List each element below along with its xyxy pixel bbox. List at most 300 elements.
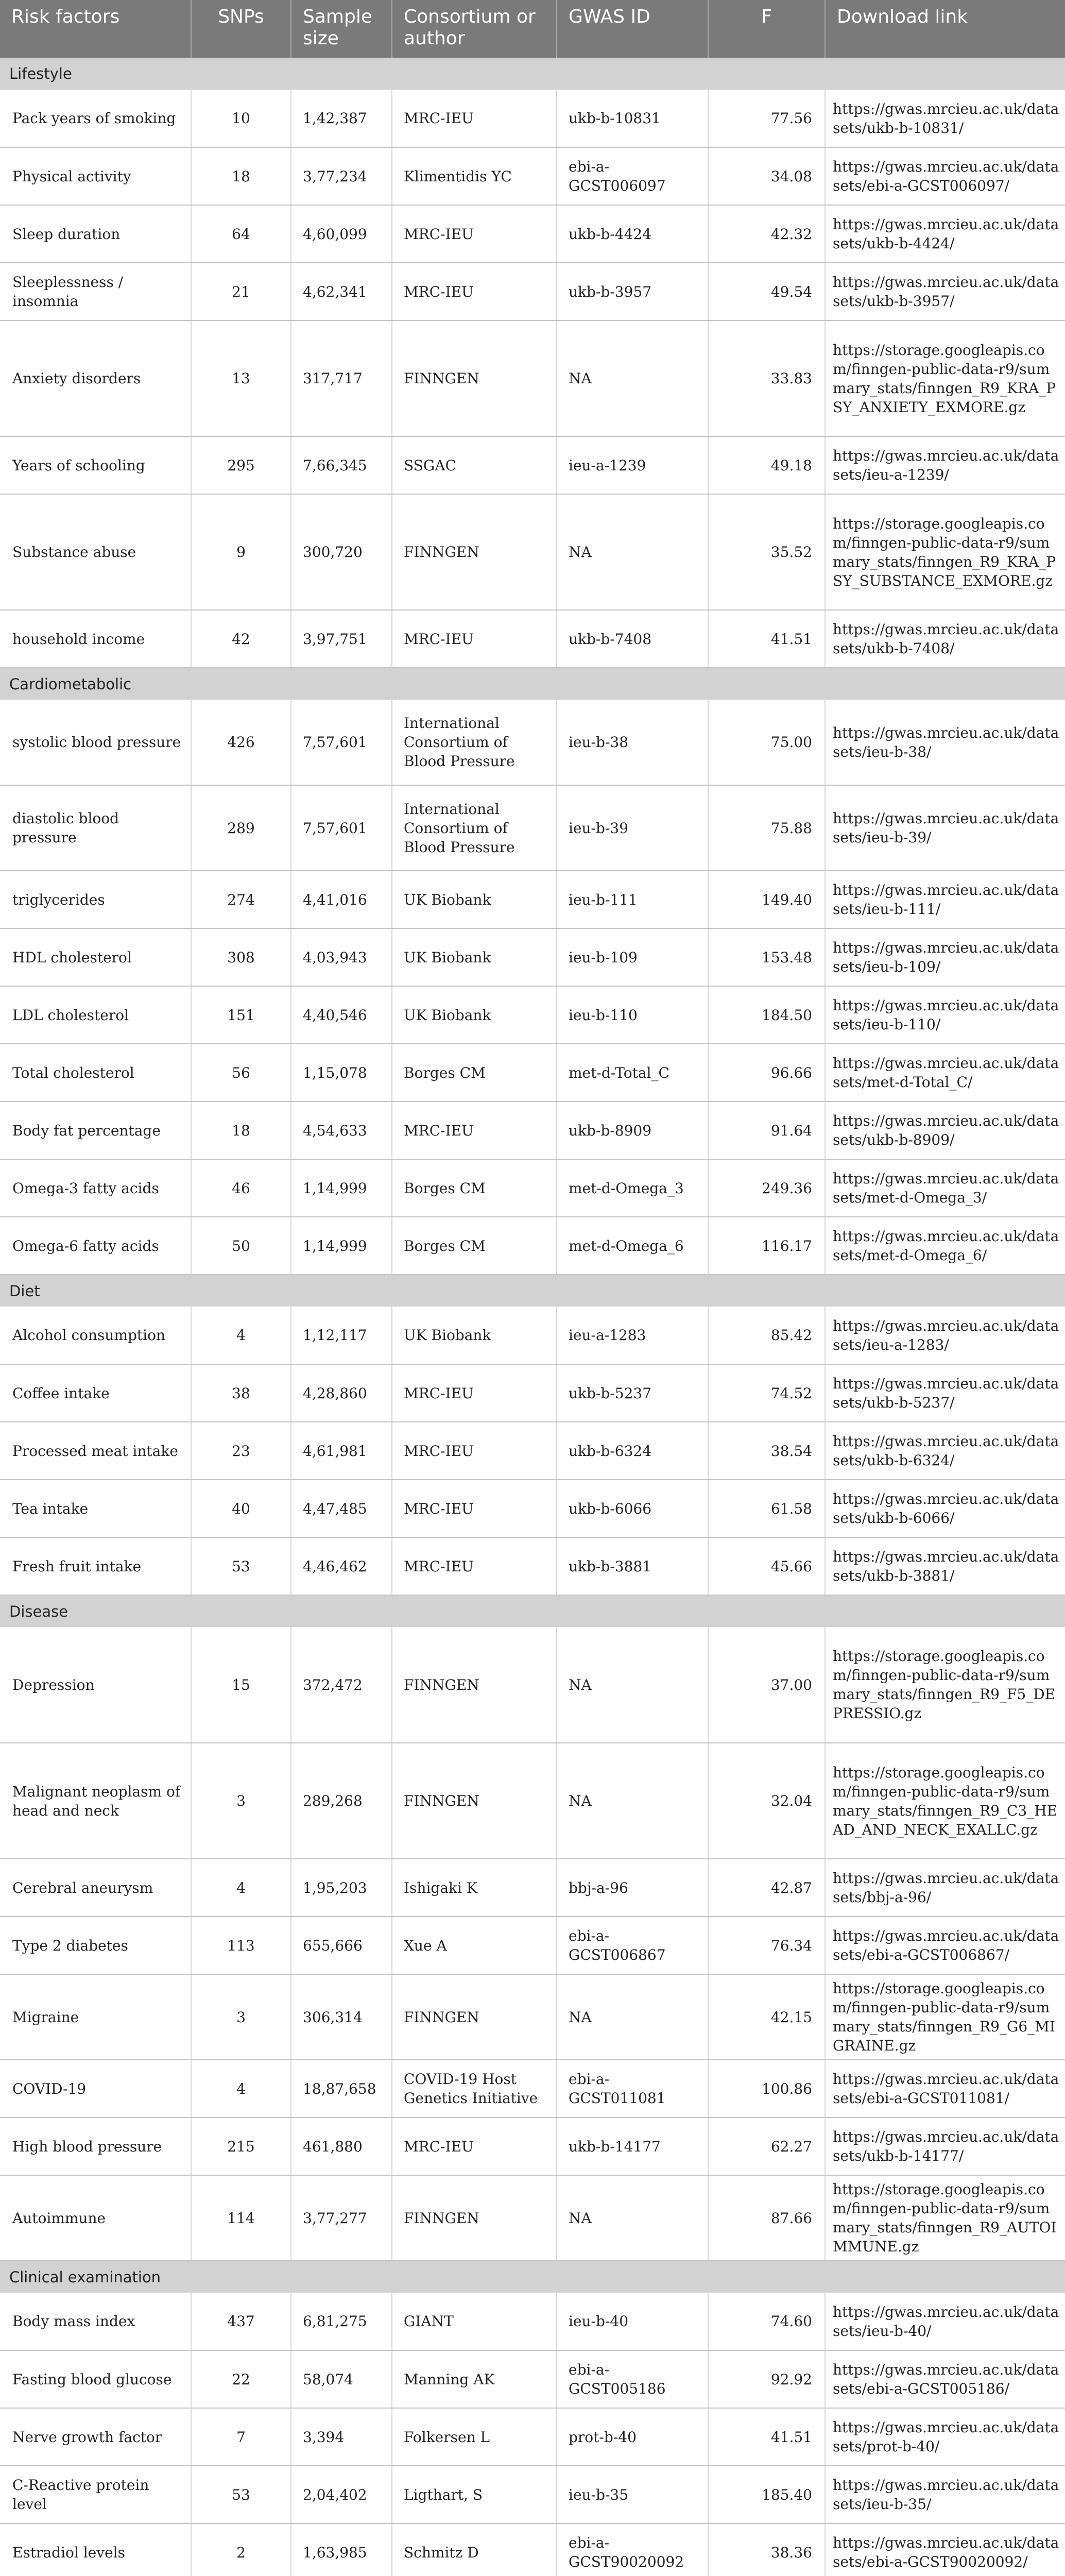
sample-size-cell: 18,87,658 [291,2060,392,2117]
f-statistic-cell: 34.08 [708,147,825,205]
gwas-id-cell: NA [557,2175,708,2261]
f-statistic-cell: 87.66 [708,2175,825,2261]
f-statistic-cell: 92.92 [708,2350,825,2408]
section-title: Clinical examination [9,2268,161,2286]
risk-factor-cell: Body fat percentage [0,1101,191,1159]
gwas-id-cell: ukb-b-3957 [557,263,708,320]
gwas-id-cell: ukb-b-5237 [557,1364,708,1422]
sample-size-cell: 461,880 [291,2117,392,2175]
consortium-cell: MRC-IEU [392,1101,557,1159]
sample-size-cell: 6,81,275 [291,2293,392,2350]
gwas-id-cell: NA [557,494,708,610]
f-statistic-cell: 75.00 [708,700,825,785]
table-row [0,1101,1065,1159]
snps-cell: 40 [191,1480,291,1537]
table-row [0,1743,1065,1859]
snps-cell: 50 [191,1217,291,1275]
sample-size-cell: 317,717 [291,320,392,436]
table-row [0,2523,1065,2576]
download-link-cell [825,1627,1065,1743]
f-statistic-cell: 185.40 [708,2466,825,2523]
gwas-id-cell: ebi-a-GCST90020092 [557,2523,708,2576]
download-link[interactable]: https://gwas.mrcieu.ac.uk/datasets/ieu-b-111/ [833,882,1059,918]
risk-factor-cell: Tea intake [0,1480,191,1537]
f-statistic-cell: 32.04 [708,1743,825,1859]
download-link-cell [825,1743,1065,1859]
snps-cell: 4 [191,1859,291,1917]
f-statistic-cell: 184.50 [708,986,825,1044]
download-link[interactable]: https://gwas.mrcieu.ac.uk/datasets/ukb-b-3881/ [833,1548,1059,1584]
download-link-cell [825,494,1065,610]
snps-cell: 3 [191,1974,291,2060]
download-link[interactable]: https://gwas.mrcieu.ac.uk/datasets/ebi-a-GCST006867/ [833,1927,1059,1963]
snps-cell: 437 [191,2293,291,2350]
snps-cell: 38 [191,1364,291,1422]
consortium-cell: SSGAC [392,436,557,494]
sample-size-cell: 3,77,277 [291,2175,392,2261]
download-link-cell [825,436,1065,494]
snps-cell: 21 [191,263,291,320]
table-header [0,0,1065,58]
download-link-cell [825,90,1065,147]
consortium-cell: FINNGEN [392,2175,557,2261]
gwas-id-cell: ukb-b-3881 [557,1537,708,1595]
consortium-cell: MRC-IEU [392,1422,557,1480]
download-link[interactable]: https://storage.googleapis.com/finngen-public-data-r9/summary_stats/finngen_R9_AUTOIMMUNE.gz [833,2181,1057,2255]
risk-factor-cell: Autoimmune [0,2175,191,2261]
snps-cell: 13 [191,320,291,436]
table-row [0,2117,1065,2175]
f-statistic-cell: 49.18 [708,436,825,494]
download-link-cell [825,2466,1065,2523]
download-link[interactable]: https://gwas.mrcieu.ac.uk/datasets/ieu-b-110/ [833,997,1059,1033]
consortium-cell: Folkersen L [392,2408,557,2466]
snps-cell: 18 [191,1101,291,1159]
table-row [0,700,1065,785]
download-link[interactable]: https://gwas.mrcieu.ac.uk/datasets/ebi-a-GCST90020092/ [833,2534,1059,2570]
download-link-cell [825,2293,1065,2350]
risk-factor-cell: Omega-3 fatty acids [0,1159,191,1217]
sample-size-cell: 3,394 [291,2408,392,2466]
header-download-link: Download link [825,0,1065,58]
gwas-id-cell: ukb-b-4424 [557,205,708,263]
f-statistic-cell: 116.17 [708,1217,825,1275]
download-link-cell [825,1422,1065,1480]
table-row [0,1974,1065,2060]
risk-factor-cell: Alcohol consumption [0,1307,191,1364]
gwas-id-cell: ukb-b-6324 [557,1422,708,1480]
consortium-cell: FINNGEN [392,1743,557,1859]
risk-factor-cell: Sleep duration [0,205,191,263]
header-f: F [708,0,825,58]
risk-factor-cell: HDL cholesterol [0,928,191,986]
table-row [0,1364,1065,1422]
sample-size-cell: 1,63,985 [291,2523,392,2576]
f-statistic-cell: 45.66 [708,1537,825,1595]
table-row [0,1159,1065,1217]
download-link-cell [825,263,1065,320]
download-link[interactable]: https://gwas.mrcieu.ac.uk/datasets/ieu-a-1283/ [833,1317,1059,1353]
f-statistic-cell: 49.54 [708,263,825,320]
risk-factor-cell: household income [0,610,191,668]
table-row [0,1480,1065,1537]
table-row [0,494,1065,610]
download-link-cell [825,785,1065,871]
header-row [0,0,1065,58]
download-link[interactable]: https://gwas.mrcieu.ac.uk/datasets/ukb-b-3957/ [833,274,1059,310]
gwas-id-cell: ieu-b-38 [557,700,708,785]
consortium-cell: UK Biobank [392,871,557,928]
sample-size-cell: 4,61,981 [291,1422,392,1480]
consortium-cell: Klimentidis YC [392,147,557,205]
consortium-cell: Ligthart, S [392,2466,557,2523]
consortium-cell: UK Biobank [392,1307,557,1364]
gwas-id-cell: ebi-a-GCST006867 [557,1917,708,1974]
table-row [0,2350,1065,2408]
consortium-cell: Borges CM [392,1217,557,1275]
sample-size-cell: 4,41,016 [291,871,392,928]
consortium-cell: MRC-IEU [392,1364,557,1422]
download-link-cell [825,1217,1065,1275]
sample-size-cell: 4,28,860 [291,1364,392,1422]
section-row [0,668,1065,700]
risk-factor-cell: Migraine [0,1974,191,2060]
sample-size-cell: 4,47,485 [291,1480,392,1537]
consortium-cell: International Consortium of Blood Pressure [392,700,557,785]
consortium-cell: MRC-IEU [392,90,557,147]
gwas-id-cell: ukb-b-6066 [557,1480,708,1537]
snps-cell: 46 [191,1159,291,1217]
sample-size-cell: 3,97,751 [291,610,392,668]
sample-size-cell: 4,62,341 [291,263,392,320]
download-link[interactable]: https://gwas.mrcieu.ac.uk/datasets/ebi-a-GCST005186/ [833,2361,1059,2397]
table-row [0,610,1065,668]
risk-factor-cell: Type 2 diabetes [0,1917,191,1974]
gwas-id-cell: met-d-Omega_6 [557,1217,708,1275]
consortium-cell: MRC-IEU [392,1537,557,1595]
f-statistic-cell: 75.88 [708,785,825,871]
risk-factor-cell: Malignant neoplasm of head and neck [0,1743,191,1859]
download-link[interactable]: https://gwas.mrcieu.ac.uk/datasets/ieu-b-38/ [833,724,1059,760]
table-row [0,928,1065,986]
table-row [0,2466,1065,2523]
f-statistic-cell: 41.51 [708,2408,825,2466]
table-row [0,263,1065,320]
sample-size-cell: 7,66,345 [291,436,392,494]
snps-cell: 3 [191,1743,291,1859]
risk-factor-cell: Nerve growth factor [0,2408,191,2466]
download-link-cell [825,2523,1065,2576]
header-risk-factors: Risk factors [11,6,120,27]
risk-factor-cell: Coffee intake [0,1364,191,1422]
download-link[interactable]: https://gwas.mrcieu.ac.uk/datasets/ebi-a-GCST011081/ [833,2071,1059,2107]
section-title: Disease [9,1602,68,1620]
consortium-cell: GIANT [392,2293,557,2350]
download-link-cell [825,205,1065,263]
risk-factor-cell: Depression [0,1627,191,1743]
consortium-cell: COVID-19 Host Genetics Initiative [392,2060,557,2117]
download-link-cell [825,1044,1065,1101]
snps-cell: 114 [191,2175,291,2261]
risk-factor-cell: systolic blood pressure [0,700,191,785]
gwas-id-cell: ukb-b-7408 [557,610,708,668]
table-row [0,1859,1065,1917]
consortium-cell: FINNGEN [392,1627,557,1743]
gwas-id-cell: ieu-b-109 [557,928,708,986]
consortium-cell: FINNGEN [392,494,557,610]
risk-factor-cell: Anxiety disorders [0,320,191,436]
download-link[interactable]: https://gwas.mrcieu.ac.uk/datasets/ukb-b-6066/ [833,1490,1059,1527]
snps-cell: 42 [191,610,291,668]
sample-size-cell: 1,15,078 [291,1044,392,1101]
download-link-cell [825,1101,1065,1159]
sample-size-cell: 7,57,601 [291,700,392,785]
download-link[interactable]: https://storage.googleapis.com/finngen-public-data-r9/summary_stats/finngen_R9_F5_DEPRESSIO.gz [833,1648,1056,1722]
risk-factor-cell: Sleeplessness / insomnia [0,263,191,320]
sample-size-cell: 1,14,999 [291,1159,392,1217]
f-statistic-cell: 38.54 [708,1422,825,1480]
snps-cell: 64 [191,205,291,263]
f-statistic-cell: 38.36 [708,2523,825,2576]
table-row [0,1627,1065,1743]
download-link[interactable]: https://gwas.mrcieu.ac.uk/datasets/ukb-b-7408/ [833,621,1059,657]
download-link-cell [825,1974,1065,2060]
snps-cell: 22 [191,2350,291,2408]
consortium-cell: MRC-IEU [392,2117,557,2175]
risk-factor-cell: Total cholesterol [0,1044,191,1101]
consortium-cell: FINNGEN [392,1974,557,2060]
sample-size-cell: 1,95,203 [291,1859,392,1917]
f-statistic-cell: 74.52 [708,1364,825,1422]
download-link[interactable]: https://gwas.mrcieu.ac.uk/datasets/ukb-b-10831/ [833,100,1059,137]
table-row [0,1422,1065,1480]
section-title: Cardiometabolic [9,675,132,693]
gwas-id-cell: prot-b-40 [557,2408,708,2466]
sample-size-cell: 1,14,999 [291,1217,392,1275]
sample-size-cell: 1,12,117 [291,1307,392,1364]
consortium-cell: International Consortium of Blood Pressure [392,785,557,871]
download-link-cell [825,1917,1065,1974]
sample-size-cell: 2,04,402 [291,2466,392,2523]
gwas-id-cell: ieu-b-35 [557,2466,708,2523]
header-gwas-id: GWAS ID [557,0,708,58]
header-sample-size: Sample size [291,0,392,58]
consortium-cell: Ishigaki K [392,1859,557,1917]
sample-size-cell: 372,472 [291,1627,392,1743]
download-link-cell [825,928,1065,986]
sample-size-cell: 306,314 [291,1974,392,2060]
gwas-id-cell: NA [557,320,708,436]
table-body [0,58,1065,2576]
download-link[interactable]: https://gwas.mrcieu.ac.uk/datasets/ebi-a-GCST006097/ [833,158,1059,194]
snps-cell: 113 [191,1917,291,1974]
risk-factor-cell: Cerebral aneurysm [0,1859,191,1917]
snps-cell: 15 [191,1627,291,1743]
download-link[interactable]: https://storage.googleapis.com/finngen-public-data-r9/summary_stats/finngen_R9_G6_MIGRAINE.gz [833,1980,1055,2054]
consortium-cell: Xue A [392,1917,557,1974]
risk-factor-cell: Substance abuse [0,494,191,610]
sample-size-cell: 7,57,601 [291,785,392,871]
download-link[interactable]: https://storage.googleapis.com/finngen-public-data-r9/summary_stats/finngen_R9_C3_HEAD_AND_NECK_EXALLC.gz [833,1764,1058,1838]
table-row [0,320,1065,436]
download-link[interactable]: https://storage.googleapis.com/finngen-public-data-r9/summary_stats/finngen_R9_KRA_PSY_ANXIETY_EXMORE.gz [833,341,1056,416]
download-link-cell [825,700,1065,785]
sample-size-cell: 300,720 [291,494,392,610]
f-statistic-cell: 96.66 [708,1044,825,1101]
download-link-cell [825,2175,1065,2261]
header-consortium: Consortium or author [392,0,557,58]
consortium-cell: FINNGEN [392,320,557,436]
f-statistic-cell: 37.00 [708,1627,825,1743]
risk-factor-cell: C-Reactive protein level [0,2466,191,2523]
f-statistic-cell: 85.42 [708,1307,825,1364]
download-link[interactable]: https://gwas.mrcieu.ac.uk/datasets/met-d-Total_C/ [833,1055,1059,1091]
f-statistic-cell: 153.48 [708,928,825,986]
download-link[interactable]: https://gwas.mrcieu.ac.uk/datasets/prot-b-40/ [833,2419,1059,2455]
table-row [0,436,1065,494]
snps-cell: 23 [191,1422,291,1480]
f-statistic-cell: 100.86 [708,2060,825,2117]
snps-cell: 215 [191,2117,291,2175]
risk-factor-cell: LDL cholesterol [0,986,191,1044]
section-row [0,58,1065,90]
snps-cell: 274 [191,871,291,928]
download-link-cell [825,610,1065,668]
download-link[interactable]: https://gwas.mrcieu.ac.uk/datasets/ukb-b-4424/ [833,216,1059,252]
download-link[interactable]: https://gwas.mrcieu.ac.uk/datasets/ukb-b-14177/ [833,2128,1059,2164]
table-row [0,205,1065,263]
gwas-id-cell: ukb-b-10831 [557,90,708,147]
download-link[interactable]: https://gwas.mrcieu.ac.uk/datasets/ukb-b-8909/ [833,1112,1059,1148]
download-link-cell [825,2408,1065,2466]
download-link[interactable]: https://gwas.mrcieu.ac.uk/datasets/ukb-b-6324/ [833,1433,1059,1469]
snps-cell: 4 [191,1307,291,1364]
snps-cell: 295 [191,436,291,494]
snps-cell: 308 [191,928,291,986]
risk-factor-cell: Estradiol levels [0,2523,191,2576]
download-link[interactable]: https://gwas.mrcieu.ac.uk/datasets/ieu-b-109/ [833,939,1059,975]
gwas-id-cell: met-d-Total_C [557,1044,708,1101]
download-link[interactable]: https://gwas.mrcieu.ac.uk/datasets/met-d-Omega_6/ [833,1228,1059,1264]
download-link[interactable]: https://gwas.mrcieu.ac.uk/datasets/met-d-Omega_3/ [833,1170,1059,1206]
download-link-cell [825,1859,1065,1917]
download-link[interactable]: https://gwas.mrcieu.ac.uk/datasets/ieu-b-39/ [833,810,1059,846]
download-link-cell [825,320,1065,436]
download-link[interactable]: https://gwas.mrcieu.ac.uk/datasets/ieu-b-40/ [833,2303,1059,2340]
risk-factor-cell: diastolic blood pressure [0,785,191,871]
snps-cell: 151 [191,986,291,1044]
gwas-id-cell: ieu-a-1283 [557,1307,708,1364]
f-statistic-cell: 42.15 [708,1974,825,2060]
sample-size-cell: 4,54,633 [291,1101,392,1159]
download-link-cell [825,147,1065,205]
snps-cell: 10 [191,90,291,147]
table-row [0,986,1065,1044]
f-statistic-cell: 42.32 [708,205,825,263]
gwas-id-cell: ieu-b-110 [557,986,708,1044]
download-link[interactable]: https://gwas.mrcieu.ac.uk/datasets/ukb-b-5237/ [833,1375,1059,1411]
consortium-cell: Schmitz D [392,2523,557,2576]
f-statistic-cell: 61.58 [708,1480,825,1537]
download-link[interactable]: https://storage.googleapis.com/finngen-public-data-r9/summary_stats/finngen_R9_KRA_PSY_SUBSTANCE_EXMORE.gz [833,515,1056,589]
f-statistic-cell: 77.56 [708,90,825,147]
table-row [0,871,1065,928]
download-link[interactable]: https://gwas.mrcieu.ac.uk/datasets/bbj-a-96/ [833,1870,1059,1906]
download-link[interactable]: https://gwas.mrcieu.ac.uk/datasets/ieu-a-1239/ [833,447,1059,483]
risk-factor-cell: High blood pressure [0,2117,191,2175]
consortium-cell: MRC-IEU [392,610,557,668]
sample-size-cell: 4,60,099 [291,205,392,263]
gwas-id-cell: ukb-b-14177 [557,2117,708,2175]
snps-cell: 53 [191,1537,291,1595]
consortium-cell: MRC-IEU [392,205,557,263]
snps-cell: 289 [191,785,291,871]
consortium-cell: UK Biobank [392,928,557,986]
consortium-cell: MRC-IEU [392,1480,557,1537]
download-link-cell [825,2350,1065,2408]
download-link-cell [825,1537,1065,1595]
f-statistic-cell: 74.60 [708,2293,825,2350]
table-row [0,1217,1065,1275]
consortium-cell: Manning AK [392,2350,557,2408]
consortium-cell: UK Biobank [392,986,557,1044]
f-statistic-cell: 35.52 [708,494,825,610]
gwas-id-cell: ieu-b-111 [557,871,708,928]
download-link-cell [825,2117,1065,2175]
download-link-cell [825,1480,1065,1537]
download-link[interactable]: https://gwas.mrcieu.ac.uk/datasets/ieu-b-35/ [833,2477,1059,2513]
risk-factor-cell: Processed meat intake [0,1422,191,1480]
consortium-cell: Borges CM [392,1044,557,1101]
table-row [0,2293,1065,2350]
sample-size-cell: 4,40,546 [291,986,392,1044]
snps-cell: 2 [191,2523,291,2576]
download-link-cell [825,1159,1065,1217]
section-title: Diet [9,1282,40,1300]
gwas-id-cell: ukb-b-8909 [557,1101,708,1159]
table-row [0,785,1065,871]
section-row [0,2261,1065,2293]
snps-cell: 56 [191,1044,291,1101]
snps-cell: 426 [191,700,291,785]
download-link-cell [825,1307,1065,1364]
gwas-id-cell: NA [557,1627,708,1743]
risk-factor-cell: Pack years of smoking [0,90,191,147]
download-link-cell [825,2060,1065,2117]
snps-cell: 53 [191,2466,291,2523]
gwas-id-cell: ebi-a-GCST005186 [557,2350,708,2408]
gwas-id-cell: ieu-b-40 [557,2293,708,2350]
table-row [0,1307,1065,1364]
gwas-id-cell: bbj-a-96 [557,1859,708,1917]
sample-size-cell: 4,46,462 [291,1537,392,1595]
table-row [0,90,1065,147]
snps-cell: 7 [191,2408,291,2466]
section-row [0,1275,1065,1307]
f-statistic-cell: 62.27 [708,2117,825,2175]
sample-size-cell: 655,666 [291,1917,392,1974]
download-link-cell [825,986,1065,1044]
f-statistic-cell: 42.87 [708,1859,825,1917]
f-statistic-cell: 76.34 [708,1917,825,1974]
consortium-cell: MRC-IEU [392,263,557,320]
snps-cell: 18 [191,147,291,205]
snps-cell: 4 [191,2060,291,2117]
sample-size-cell: 289,268 [291,1743,392,1859]
consortium-cell: Borges CM [392,1159,557,1217]
gwas-id-cell: ebi-a-GCST011081 [557,2060,708,2117]
download-link-cell [825,1364,1065,1422]
